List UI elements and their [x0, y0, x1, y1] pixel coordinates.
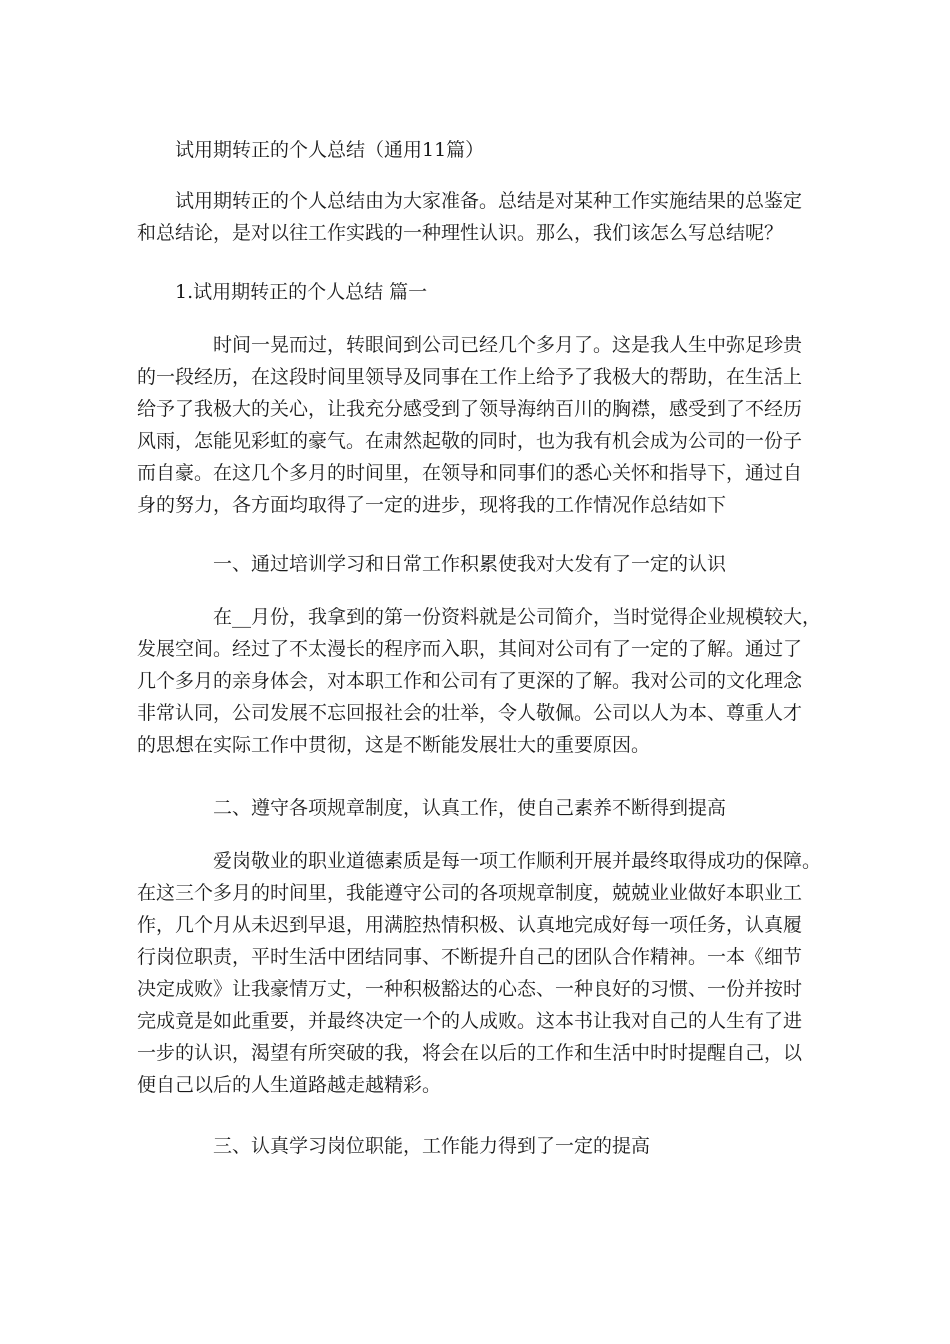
section-title	[137, 276, 837, 308]
body-paragraph-2	[137, 601, 837, 761]
intro-paragraph	[137, 185, 837, 249]
text-line: 非常认同，公司发展不忘回报社会的壮举，令人敬佩。公司以人为本、尊重人才	[137, 702, 803, 724]
subheading-1	[137, 548, 837, 580]
text-line: 一、通过培训学习和日常工作积累使我对大发有了一定的认识	[137, 553, 727, 575]
body-paragraph-1	[137, 329, 837, 521]
text-line: 试用期转正的个人总结（通用11篇）	[137, 139, 485, 161]
text-line: 决定成败》让我豪情万丈，一种积极豁达的心态、一种良好的习惯、一份并按时	[137, 978, 803, 1000]
text-line: 一步的认识，渴望有所突破的我，将会在以后的工作和生活中时时提醒自己，以	[137, 1042, 803, 1064]
text-line: 身的努力，各方面均取得了一定的进步，现将我的工作情况作总结如下	[137, 494, 727, 516]
text-line: 时间一晃而过，转眼间到公司已经几个多月了。这是我人生中弥足珍贵	[137, 334, 803, 356]
text-line: 试用期转正的个人总结由为大家准备。总结是对某种工作实施结果的总鉴定	[137, 190, 803, 212]
subheading-3	[137, 1130, 837, 1162]
text-line: 和总结论，是对以往工作实践的一种理性认识。那么，我们该怎么写总结呢？	[137, 222, 784, 244]
body-paragraph-3	[137, 845, 837, 1101]
text-line: 便自己以后的人生道路越走越精彩。	[137, 1074, 442, 1096]
subheading-2	[137, 792, 837, 824]
text-line: 而自豪。在这几个多月的时间里，在领导和同事们的悉心关怀和指导下，通过自	[137, 462, 803, 484]
text-line: 完成竟是如此重要，并最终决定一个的人成败。这本书让我对自己的人生有了进	[137, 1010, 803, 1032]
text-line: 几个多月的亲身体会，对本职工作和公司有了更深的了解。我对公司的文化理念	[137, 670, 803, 692]
text-line: 发展空间。经过了不太漫长的程序而入职，其间对公司有了一定的了解。通过了	[137, 638, 803, 660]
text-line: 给予了我极大的关心，让我充分感受到了领导海纳百川的胸襟，感受到了不经历	[137, 398, 803, 420]
text-line: 爱岗敬业的职业道德素质是每一项工作顺利开展并最终取得成功的保障。	[137, 850, 822, 872]
text-line: 在这三个多月的时间里，我能遵守公司的各项规章制度，兢兢业业做好本职业工	[137, 882, 803, 904]
text-line: 风雨，怎能见彩虹的豪气。在肃然起敬的同时，也为我有机会成为公司的一份子	[137, 430, 803, 452]
text-line: 二、遵守各项规章制度，认真工作，使自己素养不断得到提高	[137, 797, 727, 819]
text-line: 1.试用期转正的个人总结 篇一	[137, 281, 428, 303]
text-line: 行岗位职责，平时生活中团结同事、不断提升自己的团队合作精神。一本《细节	[137, 946, 803, 968]
text-line: 在__月份，我拿到的第一份资料就是公司简介，当时觉得企业规模较大，	[137, 606, 822, 628]
text-line: 的一段经历，在这段时间里领导及同事在工作上给予了我极大的帮助，在生活上	[137, 366, 803, 388]
text-line: 三、认真学习岗位职能，工作能力得到了一定的提高	[137, 1135, 651, 1157]
text-line: 的思想在实际工作中贯彻，这是不断能发展壮大的重要原因。	[137, 734, 651, 756]
text-line: 作，几个月从未迟到早退，用满腔热情积极、认真地完成好每一项任务，认真履	[137, 914, 803, 936]
document-title	[137, 134, 837, 166]
